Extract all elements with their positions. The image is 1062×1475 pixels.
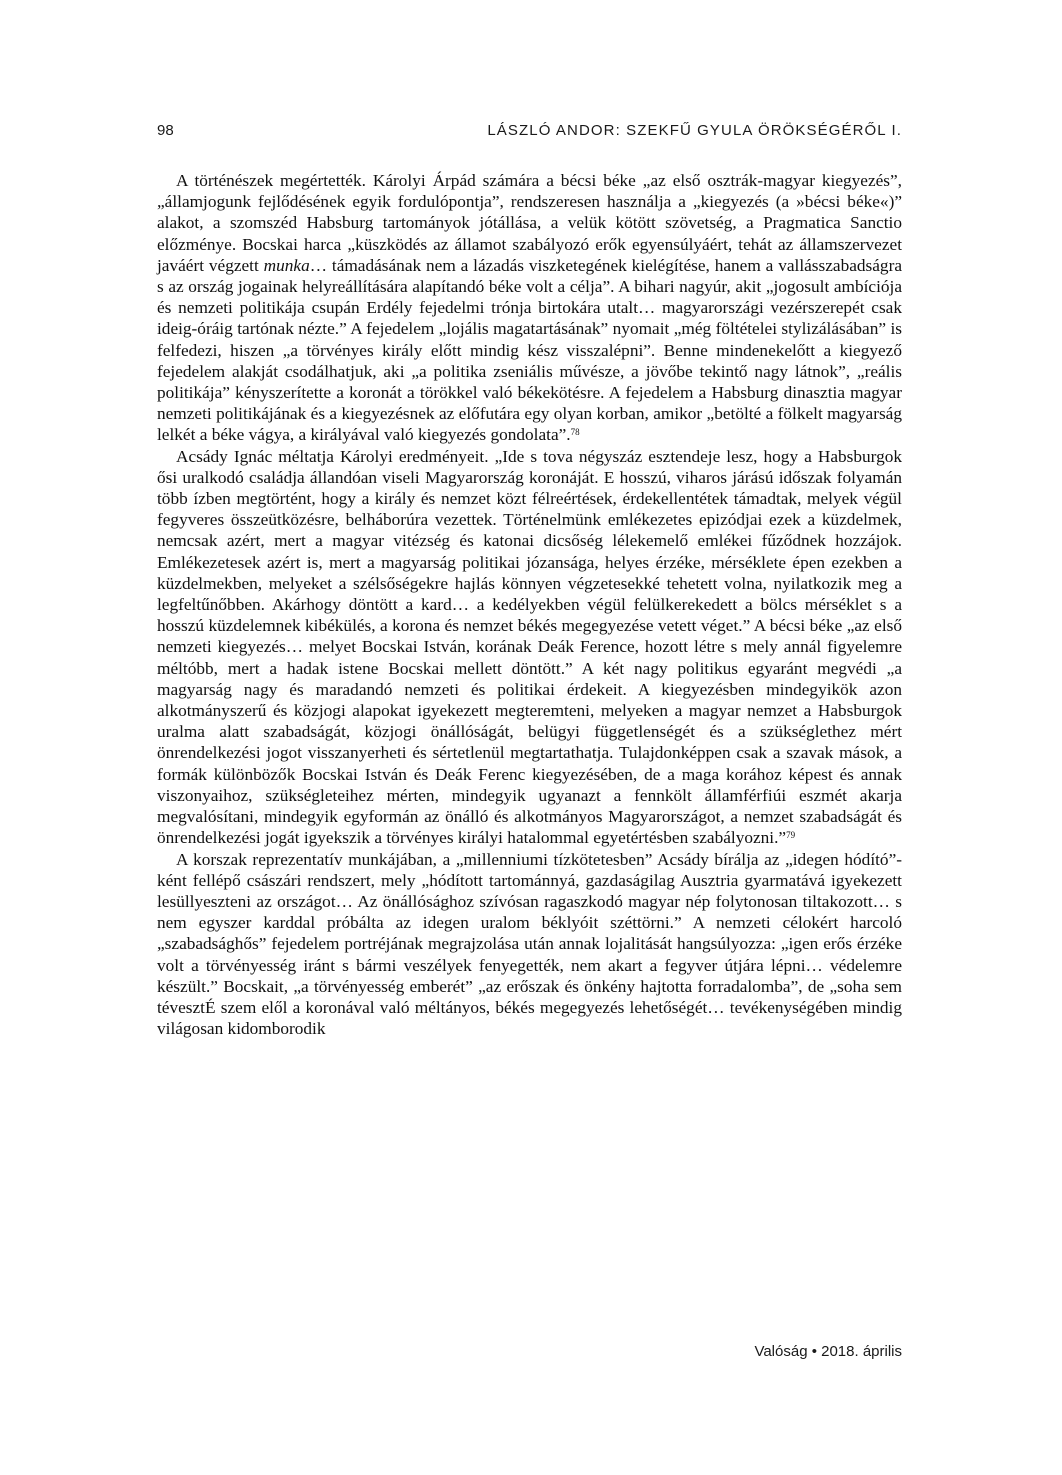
footer-folio: Valóság • 2018. április <box>754 1343 902 1360</box>
paragraph-text: … támadásának nem a lázadás viszketegének kielégítése, hanem a vallásszabadságra s az ország jogainak helyreállítására alapítandó béke volt a célja”. A bihari nagyúr, akit „jogosult ambíciója és nemzeti politikája csupán Erdély fejedelmi trónja birtokára utalt… magyarországi vezérszerepét csak ideig-óráig tartónak nézte.” A fejedelem „lojális magatartásának” nyomait „még föltételei stylizálásában” is felfedezi, hiszen „a törvényes király előtt mindig kész visszalépni”. Benne mindenekelőtt a kiegyező fejedelem alakját csodálhatjuk, aki „a politika zseniális művésze, a jövőbe tekintő nagy látnok”, „reális politikája” kényszerítette a koronát a törökkel való békekötésre. A fejedelem a Habsburg dinasztia magyar nemzeti politikájának és a kiegyezésnek az előfutára egy olyan korban, amikor „betölté a fölkelt magyarság lelkét a béke vágya, a királyával való kiegyezés gondolata”. <box>157 255 902 445</box>
paragraph-3 <box>157 849 902 1040</box>
paragraph-text: Acsády Ignác méltatja Károlyi eredményeit. „Ide s tova négyszáz esztendeje lesz, hogy a Habsburgok ősi uralkodó családja állandóan viseli Magyarország koronáját. E hosszú, viharos járású időszak folyamán több ízben megtörtént, hogy a király és nemzet közt félreértések, érdekellentétek támadtak, melyek végül fegyveres összeütközésre, belháborúra vezettek. Történelmünk emlékezetes epizódjai ezek a küzdelmek, nemcsak azért, mert a magyar vitézség és katonai dicsőség lélekemelő emlékei fűződnek hozzájok. Emlékezetesek azért is, mert a magyarság politikai józansága, helyes érzéke, mérséklete épen ezekben a küzdelmekben, melyeket a szélsőségekre hajlás könnyen végzetesekké tehetett volna, nyilatkozik meg a legfeltűnőbben. Akárhogy döntött a kard… a kedélyekben végül felülkerekedett a bölcs mérséklet s a hosszú küzdelemnek kibékülés, a korona és nemzet békés megegyezése vetett véget.” A bécsi béke „az első nemzeti kiegyezés… melyet Bocskai István, korának Deák Ference, hozott létre s mely annál figyelemre méltóbb, mert a hadak istene Bocskai mellett döntött.” A két nagy politikus egyaránt megvédi „a magyarság nagy és maradandó nemzeti és politikai érdekeit. A kiegyezésben mindegyikök azon alkotmányszerű és közjogi alapokat igyekezett megteremteni, melyeken a magyar nemzet a Habsburgok uralma alatt szabadságát, közjogi önállóságát, belügyi függetlenségét és a szükséglethez mért önrendelkezési jogot visszanyerheti és sértetlenül megtartathatja. Tulajdonképpen csak a szavak mások, a formák különbözők Bocskai István és Deák Ferenc kiegyezésében, de a maga korához képest és annak viszonyaihoz, szükségleteihez mérten, mindegyik ugyanazt a fennkölt államférfiúi eszmét akarja megvalósítani, mindegyik egyformán az önálló és alkotmányos Magyarországot, a nemzet szabadságát és önrendelkezési jogát igyekszik a törvényes királyi hatalommal egyetértésben szabályozni.” <box>157 446 902 848</box>
paragraph-text: A történészek megértették. Károlyi Árpád számára a bécsi béke „az első osztrák-magyar kiegyezés”, „államjogunk fejlődésének egyik fordulópontja”, rendszeresen használja a „kiegyezés (a »bécsi béke«)” alakot, a szomszéd Habsburg tartományok jótállása, a velük kötött szövetség, a Pragmatica Sanctio előzménye. Bocskai harca „küszködés az államot szabályozó erők egyensúlyáért, tehát az államszervezet javáért végzett <box>157 171 902 275</box>
footnote-ref-79: 79 <box>786 830 796 841</box>
paragraph-text: A korszak reprezentatív munkájában, a „millenniumi tízkötetesben” Acsády bírálja az „idegen hódító”-ként fellépő császári rendszert, mely „hódított tartománnyá, gazdaságilag Ausztria gyarmatává igyekezett lesüllyeszteni az országot… Az önállósághoz szívósan ragaszkodó magyar nép folytonosan tiltakozott… s nem egyszer karddal próbálta az idegen uralom béklyóit széttörni.” A nemzeti célokért harcoló „szabadsághős” fejedelem portréjának megrajzolása után annak lojalitását hangsúlyozza: „igen erős érzéke volt a törvényesség iránt s bármi veszélyek fenyegették, nem akart a fegyver útjára lépni… védelemre készült.” Bocskait, „a törvényesség emberét” „az erőszak és önkény hajtotta forradalomba”, de „soha sem tévesztÉ szem elől a koronával való méltányos, békés megegyezés lehetőségét… tevékenységében mindig világosan kidomborodik <box>157 849 902 1039</box>
article-body <box>157 170 902 1039</box>
running-title: LÁSZLÓ ANDOR: SZEKFŰ GYULA ÖRÖKSÉGÉRŐL I. <box>487 122 902 139</box>
page-number: 98 <box>157 122 174 139</box>
paragraph-1 <box>157 170 902 446</box>
emphasis-munka: munka <box>263 255 310 275</box>
paragraph-2 <box>157 446 902 849</box>
footnote-ref-78: 78 <box>570 427 580 438</box>
